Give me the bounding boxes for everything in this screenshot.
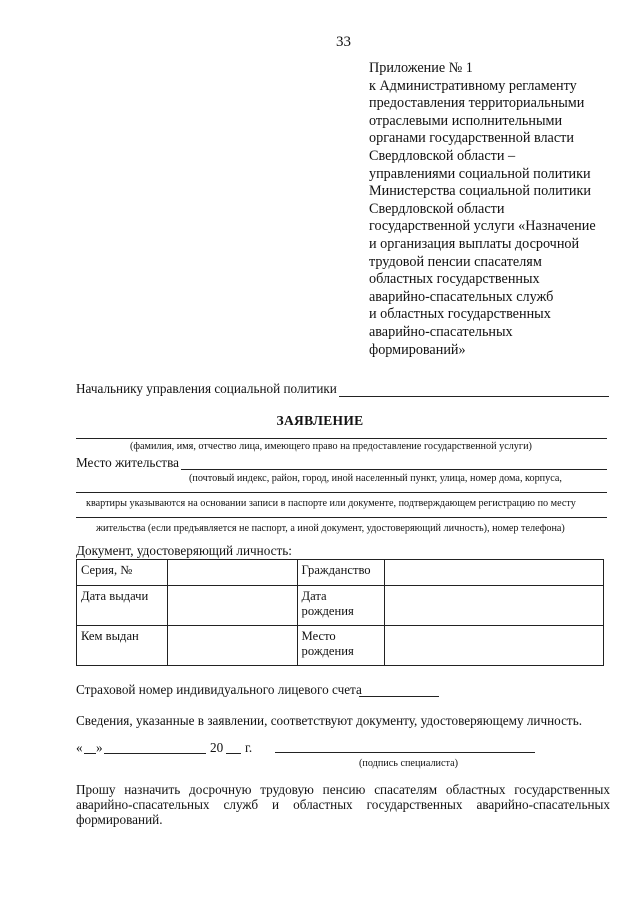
date-year-suffix: г.: [245, 740, 253, 755]
page-number: 33: [336, 34, 351, 50]
appendix-line: к Административному регламенту: [369, 77, 577, 94]
residence-hint-3: жительства (если предъявляется не паспорт, а иной документ, удостоверяющий личность), номер телефона): [96, 523, 565, 534]
appendix-line: Приложение № 1: [369, 60, 473, 76]
appendix-line: формирований»: [369, 341, 466, 358]
appendix-line: управлениями социальной политики: [369, 165, 591, 182]
residence-hint-1: (почтовый индекс, район, город, иной населенный пункт, улица, номер дома, корпуса,: [189, 473, 562, 484]
full-name-field[interactable]: [76, 438, 607, 439]
date-year-prefix: 20: [210, 740, 224, 755]
table-row: [77, 586, 604, 626]
series-number-label: Серия, №: [77, 560, 168, 586]
residence-field-3[interactable]: [76, 517, 607, 518]
addressee-field[interactable]: [339, 396, 609, 397]
birth-place-label: Место рождения: [297, 626, 384, 666]
full-name-hint: (фамилия, имя, отчество лица, имеющего право на предоставление государственной услуги): [130, 441, 532, 452]
appendix-line: областных государственных: [369, 271, 540, 288]
date-open-quote: «: [76, 740, 83, 755]
id-document-table: [76, 559, 604, 666]
appendix-line: предоставления территориальными: [369, 95, 585, 112]
date-month-field[interactable]: [104, 753, 206, 754]
citizenship-label: Гражданство: [297, 560, 384, 586]
citizenship-field[interactable]: [384, 560, 603, 586]
issued-by-field[interactable]: [167, 626, 297, 666]
appendix-line: государственной услуги «Назначение: [369, 218, 596, 235]
snils-label: Страховой номер индивидуального лицевого счета: [76, 682, 362, 697]
residence-label: Место жительства: [76, 455, 179, 470]
appendix-line: и областных государственных: [369, 306, 551, 323]
issued-by-label: Кем выдан: [77, 626, 168, 666]
appendix-line: аварийно-спасательных служб: [369, 288, 554, 305]
appendix-line: Свердловской области –: [369, 147, 516, 164]
date-day-field[interactable]: [84, 753, 96, 754]
date-year-field[interactable]: [226, 753, 241, 754]
series-number-field[interactable]: [167, 560, 297, 586]
appendix-line: отраслевыми исполнительными: [369, 112, 563, 129]
confirmation-text: Сведения, указанные в заявлении, соответствуют документу, удостоверяющему личность.: [76, 713, 583, 728]
appendix-line: трудовой пенсии спасателям: [369, 253, 542, 270]
document-title: ЗАЯВЛЕНИЕ: [276, 413, 364, 428]
birth-date-label: Дата рождения: [297, 586, 384, 626]
birth-place-field[interactable]: [384, 626, 603, 666]
residence-hint-2: квартиры указываются на основании записи в паспорте или документе, подтверждающем регистрацию по месту: [86, 498, 576, 509]
residence-field[interactable]: [181, 469, 607, 470]
issue-date-field[interactable]: [167, 586, 297, 626]
table-row: [77, 626, 604, 666]
appendix-line: Свердловской области: [369, 200, 505, 217]
date-close-quote: »: [96, 740, 103, 755]
appendix-line: органами государственной власти: [369, 130, 574, 147]
residence-field-2[interactable]: [76, 492, 607, 493]
signature-field[interactable]: [275, 752, 535, 753]
issue-date-label: Дата выдачи: [77, 586, 168, 626]
request-paragraph: Прошу назначить досрочную трудовую пенсию спасателям областных государственных аварийно-спасательных служб и областных государственных аварийно-спасательных формирований.: [76, 782, 610, 827]
snils-field[interactable]: [359, 696, 439, 697]
birth-date-field[interactable]: [384, 586, 603, 626]
table-row: [77, 560, 604, 586]
signature-hint: (подпись специалиста): [359, 758, 459, 769]
appendix-line: и организация выплаты досрочной: [369, 235, 580, 252]
id-document-label: Документ, удостоверяющий личность:: [76, 543, 292, 558]
addressee-label: Начальнику управления социальной политики: [76, 381, 337, 396]
appendix-line: Министерства социальной политики: [369, 183, 591, 200]
appendix-block: [369, 60, 619, 359]
appendix-line: аварийно-спасательных: [369, 323, 513, 340]
